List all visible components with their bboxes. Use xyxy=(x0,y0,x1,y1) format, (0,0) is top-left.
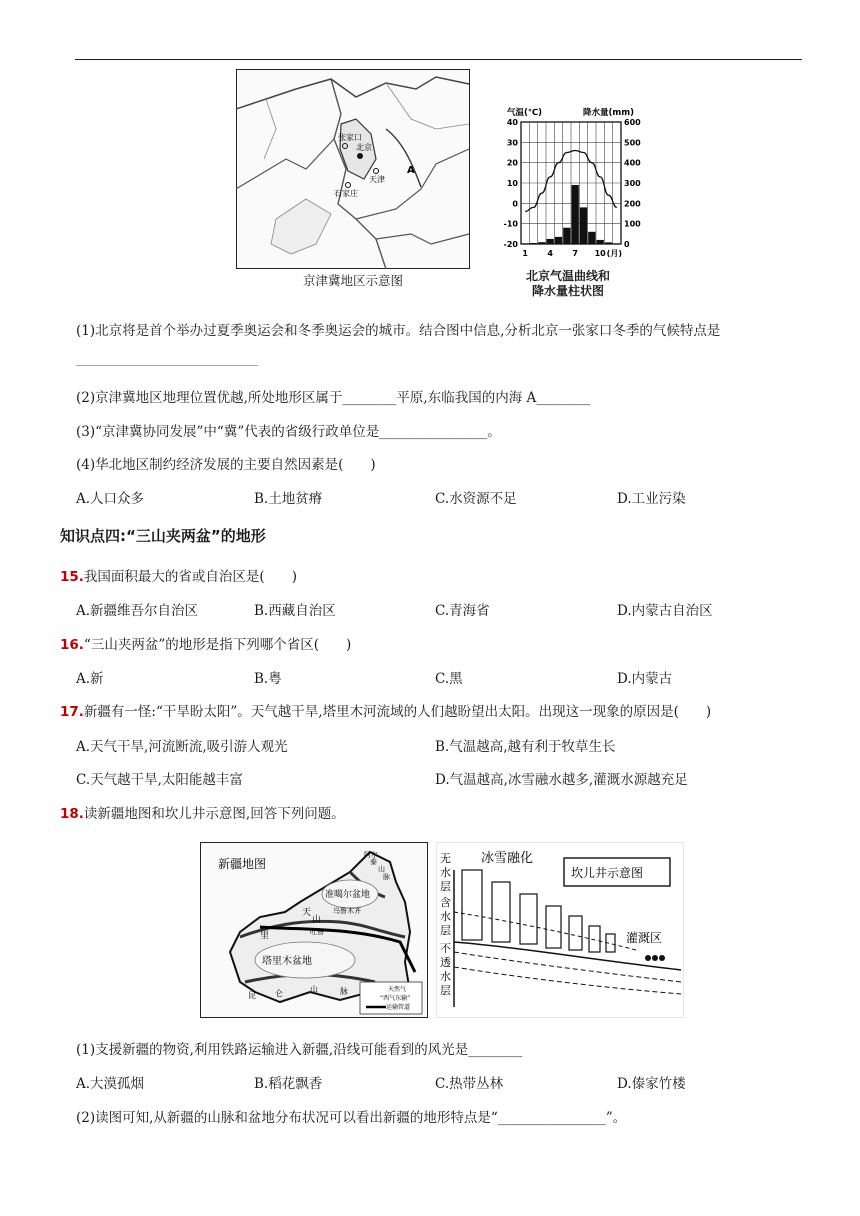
label-altai-1: 阿尔 xyxy=(364,851,378,859)
climate-left-axis-label: 气温(℃) xyxy=(507,108,543,118)
climate-left-tick: 0 xyxy=(512,199,518,209)
climate-right-tick: 100 xyxy=(624,219,641,229)
climate-x-tick: 4 xyxy=(547,249,553,258)
climate-right-tick: 200 xyxy=(624,199,641,209)
label-beijing: 北京 xyxy=(356,143,372,152)
climate-left-tick: -10 xyxy=(503,219,518,229)
climate-right-tick: 0 xyxy=(624,240,630,249)
precipitation-bar xyxy=(547,239,554,244)
karez-title: 坎儿井示意图 xyxy=(571,866,644,880)
climate-right-axis-label: 降水量(mm) xyxy=(583,108,634,118)
label-altai-4: 脉 xyxy=(383,873,390,881)
label-junggar: 准噶尔盆地 xyxy=(325,890,371,900)
label-zhangjiakou: 张家口 xyxy=(338,133,362,142)
q14-option-a[interactable]: A.人口众多 xyxy=(76,491,145,507)
karez-water-2: 水 xyxy=(440,910,451,923)
q14-option-d[interactable]: D.工业污染 xyxy=(617,491,686,507)
label-tianjin: 天津 xyxy=(369,175,385,184)
precipitation-bar xyxy=(597,240,604,244)
jingjinji-map xyxy=(236,69,470,288)
section-title: 知识点四:“三山夹两盆”的地形 xyxy=(60,527,266,545)
precipitation-bar xyxy=(580,207,587,244)
jingjinji-map-caption: 京津冀地区示意图 xyxy=(302,273,403,288)
xinjiang-map xyxy=(200,842,428,1018)
precipitation-bar xyxy=(613,243,620,244)
q16-option-d[interactable]: D.内蒙古 xyxy=(617,671,673,687)
karez-impermeable-4: 层 xyxy=(440,984,451,997)
label-kunlun-2: 仑 xyxy=(275,989,283,998)
q17-option-b[interactable]: B.气温越高,越有利于牧草生长 xyxy=(435,739,616,755)
q14-option-b[interactable]: B.土地贫瘠 xyxy=(254,491,323,507)
legend-line-2: “西气东输” xyxy=(380,995,411,1002)
precipitation-bar xyxy=(555,237,562,244)
q16-option-a[interactable]: A.新 xyxy=(76,671,104,687)
climate-left-tick: 20 xyxy=(506,158,518,168)
q17-number: 17. xyxy=(60,704,84,720)
climate-left-tick: 40 xyxy=(506,118,518,127)
climate-x-tick: (月) xyxy=(606,249,622,258)
q16-stem: “三山夹两盆”的地形是指下列哪个省区( ) xyxy=(83,637,352,653)
q18-option-d[interactable]: D.傣家竹楼 xyxy=(617,1076,686,1092)
climate-caption-2: 降水量柱状图 xyxy=(531,284,604,298)
precipitation-bar xyxy=(538,242,545,244)
label-tarim: 塔里木盆地 xyxy=(262,956,312,967)
label-shijiazhuang: 石家庄 xyxy=(334,189,358,198)
karez-impermeable-3: 水 xyxy=(440,970,451,983)
climate-right-tick: 300 xyxy=(624,179,641,188)
q14-part1-answer-blank[interactable] xyxy=(76,365,258,366)
label-tian: 天 xyxy=(302,908,312,918)
label-li: 里 xyxy=(260,931,270,941)
top-rule xyxy=(75,59,802,60)
q15-option-c[interactable]: C.青海省 xyxy=(435,603,490,619)
karez-diagram xyxy=(436,842,684,1018)
q17-stem: 新疆有一怪:“干旱盼太阳”。天气越干旱,塔里木河流域的人们越盼望出太阳。出现这一现象的原因是( ) xyxy=(83,704,712,720)
precipitation-bar xyxy=(588,232,595,244)
karez-no-water-3: 层 xyxy=(440,880,451,893)
label-kunlun-4: 脉 xyxy=(340,987,348,996)
q18-option-b[interactable]: B.稻花飘香 xyxy=(254,1076,323,1092)
climate-right-tick: 400 xyxy=(624,158,641,168)
q14-option-c[interactable]: C.水资源不足 xyxy=(435,491,517,507)
climate-chart-svg xyxy=(483,102,653,262)
q18-part2: (2)读图可知,从新疆的山脉和盆地分布状况可以看出新疆的地形特点是“________________”。 xyxy=(76,1110,627,1126)
label-urumqi: 乌鲁木齐 xyxy=(333,907,361,915)
karez-no-water-1: 无 xyxy=(440,852,451,865)
karez-water-3: 层 xyxy=(440,924,451,937)
q15-option-b[interactable]: B.西藏自治区 xyxy=(254,603,336,619)
q15-stem-row xyxy=(60,565,297,585)
precipitation-bar xyxy=(522,243,529,244)
q18-option-c[interactable]: C.热带丛林 xyxy=(435,1076,504,1092)
climate-right-tick: 500 xyxy=(624,138,641,148)
label-kunlun-3: 山 xyxy=(310,985,318,994)
karez-melt-label: 冰雪融化 xyxy=(481,851,534,866)
q16-option-b[interactable]: B.粤 xyxy=(254,671,282,687)
label-turpan: 吐鲁 xyxy=(310,928,324,936)
q15-option-d[interactable]: D.内蒙古自治区 xyxy=(617,603,713,619)
legend-line-3: 运输管道 xyxy=(386,1004,411,1011)
label-altai-2: 泰 xyxy=(370,858,377,866)
label-altai-3: 山 xyxy=(378,865,385,873)
q15-stem: 我国面积最大的省或自治区是( ) xyxy=(83,569,297,585)
q18-option-a[interactable]: A.大漠孤烟 xyxy=(76,1076,145,1092)
q14-part2: (2)京津冀地区地理位置优越,所处地形区属于________平原,东临我国的内海 A________ xyxy=(76,390,591,406)
climate-right-tick: 600 xyxy=(624,118,641,127)
karez-impermeable-1: 不 xyxy=(440,942,451,955)
q18-part1: (1)支援新疆的物资,利用铁路运输进入新疆,沿线可能看到的风光是________ xyxy=(76,1042,523,1058)
xinjiang-map-title: 新疆地图 xyxy=(218,857,267,871)
q14-part3: (3)“京津冀协同发展”中“冀”代表的省级行政单位是________________。 xyxy=(76,424,501,440)
q17-option-a[interactable]: A.天气干旱,河流断流,吸引游人观光 xyxy=(76,739,288,755)
karez-water-1: 含 xyxy=(440,896,451,909)
precipitation-bar xyxy=(530,243,537,244)
karez-impermeable-2: 透 xyxy=(440,956,451,969)
climate-left-tick: -20 xyxy=(503,240,518,249)
q14-part1: (1)北京将是首个举办过夏季奥运会和冬季奥运会的城市。结合图中信息,分析北京一张家口冬季的气候特点是 xyxy=(76,323,721,339)
q16-option-c[interactable]: C.黑 xyxy=(435,671,463,687)
legend-line-1: 天然气 xyxy=(388,986,407,993)
label-kunlun-1: 昆 xyxy=(248,991,256,1000)
label-shan: 山 xyxy=(312,915,322,925)
climate-left-tick: 30 xyxy=(506,138,518,148)
climate-x-tick: 7 xyxy=(572,249,578,258)
climate-caption-1: 北京气温曲线和 xyxy=(525,269,610,283)
q17-stem-row xyxy=(60,700,711,720)
q18-number: 18. xyxy=(60,806,84,822)
karez-irrigation-label: 灌溉区 xyxy=(626,931,663,945)
q14-part4: (4)华北地区制约经济发展的主要自然因素是( ) xyxy=(76,457,376,473)
q16-number: 16. xyxy=(60,637,84,653)
label-a: A xyxy=(407,165,415,176)
q15-option-a[interactable]: A.新疆维吾尔自治区 xyxy=(76,603,199,619)
q15-number: 15. xyxy=(60,569,84,585)
precipitation-bar xyxy=(563,228,570,244)
precipitation-bar xyxy=(572,185,579,244)
beijing-climate-chart xyxy=(483,102,653,302)
precipitation-bar xyxy=(605,242,612,244)
q18-stem-row xyxy=(60,802,345,822)
karez-no-water-2: 水 xyxy=(440,866,451,879)
climate-left-tick: 10 xyxy=(506,179,518,188)
q16-stem-row xyxy=(60,633,351,653)
q17-option-d[interactable]: D.气温越高,冰雪融水越多,灌溉水源越充足 xyxy=(435,772,688,788)
climate-x-tick: 1 xyxy=(522,249,528,258)
climate-x-tick: 10 xyxy=(594,249,606,258)
q18-stem: 读新疆地图和坎儿井示意图,回答下列问题。 xyxy=(83,806,345,822)
q17-option-c[interactable]: C.天气越干旱,太阳能越丰富 xyxy=(76,772,243,788)
